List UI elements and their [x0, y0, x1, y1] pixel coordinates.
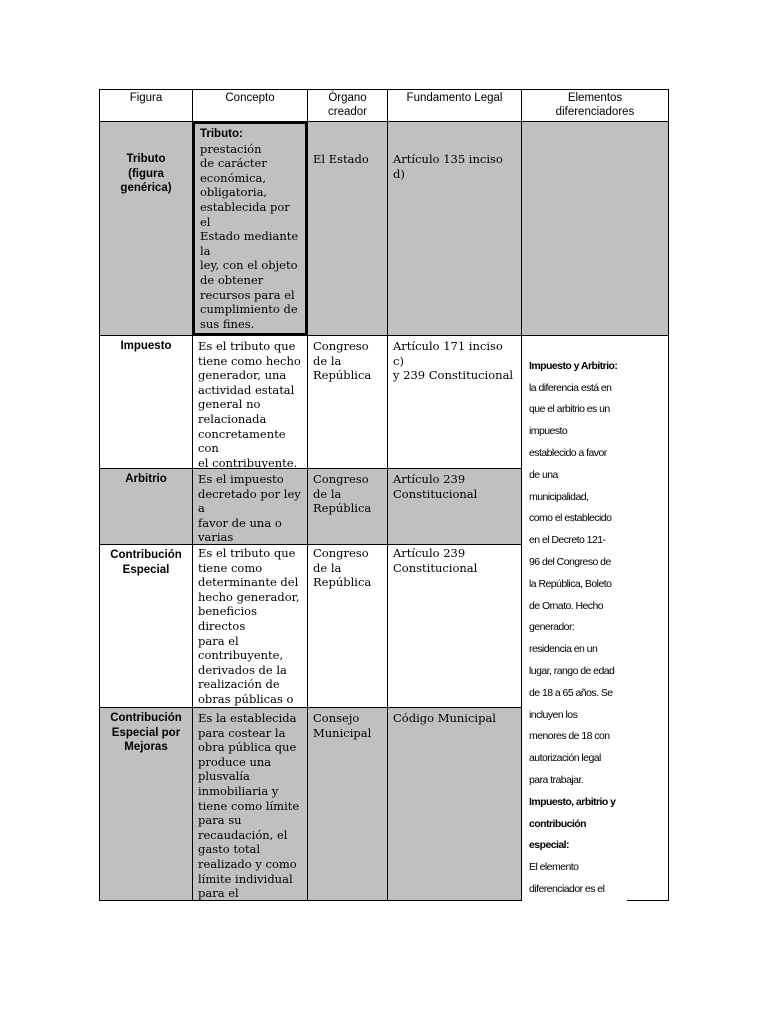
- row-arbitrio-concepto: [192, 468, 308, 545]
- row-tributo-fundamento-text: Artículo 135 inciso d): [393, 152, 503, 181]
- row-impuesto-fundamento-text: Artículo 171 inciso c) y 239 Constitucional: [393, 339, 514, 383]
- row-tributo-figura: [99, 121, 193, 336]
- header-fundamento-text: Fundamento Legal: [406, 92, 503, 104]
- elementos-heading-impuesto-arbitrio: Impuesto y Arbitrio:: [529, 359, 618, 372]
- row-contribucion-mejoras-organo-text: Consejo Municipal: [313, 711, 372, 740]
- header-organo-text: Órgano creador: [328, 92, 367, 118]
- row-contribucion-especial-fundamento: [387, 544, 522, 708]
- row-arbitrio-concepto-text: Es el impuesto decretado por ley a favor de una o varias: [198, 472, 301, 545]
- row-contribucion-especial-organo-text: Congreso de la República: [313, 546, 372, 590]
- row-tributo-figura-text: Tributo (figura genérica): [120, 153, 172, 194]
- row-contribucion-mejoras-organo: [307, 707, 388, 901]
- row-contribucion-especial-figura: [99, 544, 193, 708]
- header-fundamento: [387, 89, 522, 122]
- row-impuesto-figura: [99, 335, 193, 469]
- row-tributo-concepto: [192, 121, 308, 336]
- row-contribucion-especial-figura-text: Contribución Especial: [110, 549, 182, 576]
- row-arbitrio-organo: [307, 468, 388, 545]
- header-concepto: [192, 89, 308, 122]
- header-concepto-text: Concepto: [225, 92, 275, 104]
- row-contribucion-especial-fundamento-text: Artículo 239 Constitucional: [393, 546, 478, 575]
- header-figura-text: Figura: [129, 92, 163, 104]
- row-tributo-elementos: [521, 121, 669, 336]
- row-contribucion-especial-concepto-text: Es el tributo que tiene como determinante del hecho generador, beneficios directos para el contribuyente, derivados de la realización de obras públicas o: [198, 546, 300, 706]
- row-tributo-concepto-text: prestación de carácter económica, obligatoria, establecida por el Estado mediante la ley, con el objeto de obtener recursos para el cumplimiento de sus fines.: [200, 141, 299, 331]
- row-contribucion-especial-organo: [307, 544, 388, 708]
- row-impuesto-concepto: [192, 335, 308, 469]
- header-elementos-text: Elementos diferenciadores: [555, 92, 635, 118]
- elementos-diferenciadores-text: [529, 334, 665, 901]
- row-contribucion-mejoras-fundamento: [387, 707, 522, 901]
- row-arbitrio-figura-text: Arbitrio: [125, 473, 167, 485]
- row-tributo-fundamento: [387, 121, 522, 336]
- elementos-text-diferenciador: El elemento diferenciador es el: [529, 861, 605, 895]
- row-impuesto-organo-text: Congreso de la República: [313, 339, 372, 383]
- elementos-text-impuesto-arbitrio: la diferencia está en que el arbitrio es un impuesto establecido a favor de una municipalidad, como el establecido en el Decreto 121- 96 del Congreso de la República, Boleto de Ornato. Hecho generador: residencia en un lugar, rango de edad de 18 a 65 años. Se incluyen los menores de 18 con autorización legal para trabajar.: [529, 381, 615, 786]
- row-arbitrio-organo-text: Congreso de la República: [313, 472, 372, 516]
- row-impuesto-concepto-text: Es el tributo que tiene como hecho generador, una actividad estatal general no relacionada concretamente con el contribuyente.: [198, 339, 301, 469]
- row-arbitrio-fundamento-text: Artículo 239 Constitucional: [393, 472, 478, 501]
- row-contribucion-mejoras-figura: [99, 707, 193, 901]
- row-contribucion-mejoras-fundamento-text: Código Municipal: [393, 711, 496, 725]
- row-impuesto-organo: [307, 335, 388, 469]
- row-tributo-concepto-label: Tributo:: [200, 128, 243, 140]
- row-tributo-organo-text: El Estado: [313, 152, 369, 166]
- header-figura: [99, 89, 193, 122]
- row-impuesto-figura-text: Impuesto: [120, 340, 172, 352]
- row-tributo-organo: [307, 121, 388, 336]
- row-impuesto-fundamento: [387, 335, 522, 469]
- row-contribucion-mejoras-concepto: [192, 707, 308, 901]
- row-arbitrio-fundamento: [387, 468, 522, 545]
- header-elementos: [521, 89, 669, 122]
- elementos-heading-impuesto-arbitrio-contribucion: Impuesto, arbitrio y contribución especial:: [529, 795, 616, 852]
- row-contribucion-mejoras-figura-text: Contribución Especial por Mejoras: [110, 712, 182, 753]
- row-arbitrio-figura: [99, 468, 193, 545]
- row-contribucion-especial-concepto: [192, 544, 308, 708]
- row-contribucion-mejoras-concepto-text: Es la establecida para costear la obra pública que produce una plusvalía inmobiliaria y tiene como límite para su recaudación, el gasto total realizado y como límite individual para el: [198, 711, 300, 901]
- elementos-right-border: [668, 335, 669, 901]
- header-organo: [307, 89, 388, 122]
